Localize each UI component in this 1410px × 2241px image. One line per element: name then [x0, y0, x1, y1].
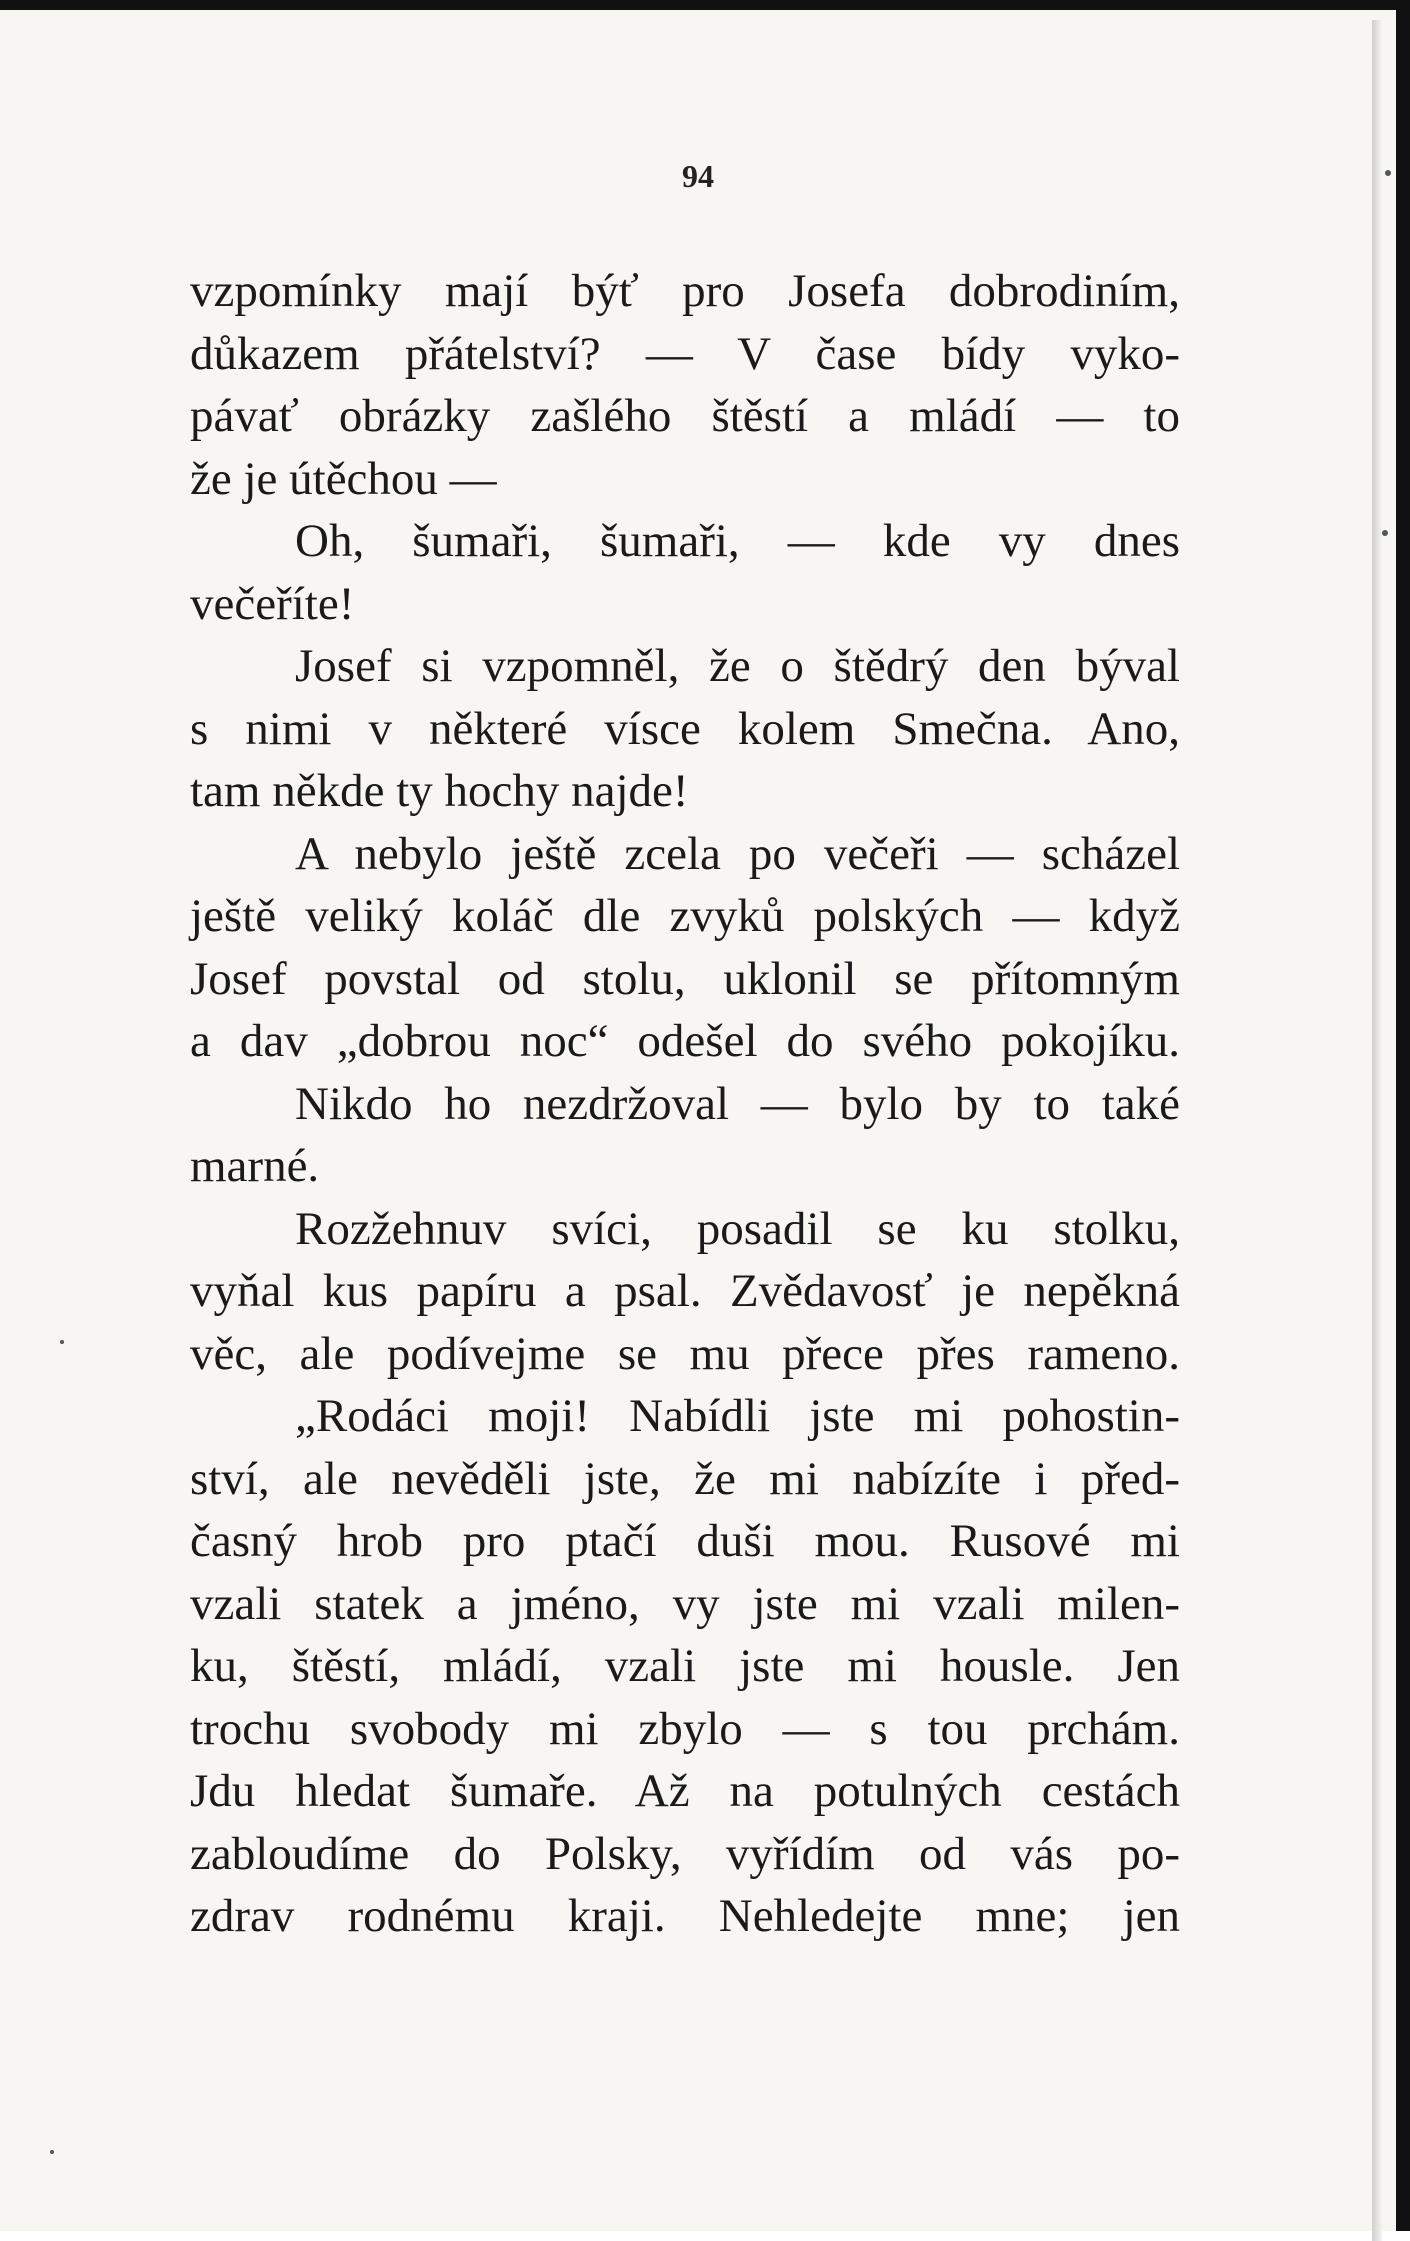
text-line: „Rodáci moji! Nabídli jste mi pohostin- [295, 1390, 1180, 1442]
text-line: vyňal kus papíru a psal. Zvědavosť je nepěkná [190, 1265, 1180, 1317]
text-line: pávať obrázky zašlého štěstí a mládí — to [190, 390, 1180, 442]
text-line: ku, štěstí, mládí, vzali jste mi housle. Jen [190, 1640, 1180, 1692]
text-line: zdrav rodnému kraji. Nehledejte mne; jen [190, 1890, 1180, 1942]
text-line: ještě veliký koláč dle zvyků polských — když [190, 890, 1180, 942]
text-line: důkazem přátelství? — V čase bídy vyko- [190, 327, 1180, 380]
text-line: s nimi v některé vísce kolem Smečna. Ano, [190, 702, 1180, 755]
text-line: Josef povstal od stolu, uklonil se přítomným [190, 952, 1180, 1005]
text-line: a dav „dobrou noc“ odešel do svého pokojíku. [190, 1015, 1180, 1067]
page-number: 94 [682, 158, 714, 194]
text-line: trochu svobody mi zbylo — s tou prchám. [190, 1702, 1180, 1755]
body-text [190, 260, 1180, 1948]
text-line: marné. [190, 1140, 320, 1192]
text-line: že je útěchou — [190, 452, 497, 505]
print-speck [1382, 530, 1388, 536]
text-line: tam někde ty hochy najde! [190, 765, 689, 817]
text-line: vzpomínky mají býť pro Josefa dobrodiním, [190, 265, 1180, 317]
text-line: časný hrob pro ptačí duši mou. Rusové mi [190, 1515, 1180, 1567]
text-line: Jdu hledat šumaře. Až na potulných cestách [190, 1765, 1180, 1817]
text-line: A nebylo ještě zcela po večeři — scházel [295, 827, 1180, 880]
text-line: Oh, šumaři, šumaři, — kde vy dnes [295, 515, 1180, 567]
page-binding-edge [1372, 20, 1382, 2241]
text-line: večeříte! [190, 577, 355, 630]
text-line: Nikdo ho nezdržoval — bylo by to také [295, 1077, 1180, 1130]
text-line: Rozžehnuv svíci, posadil se ku stolku, [295, 1202, 1180, 1255]
text-line: Josef si vzpomněl, že o štědrý den býval [295, 640, 1180, 692]
print-speck [60, 1340, 64, 1344]
print-speck [1385, 170, 1391, 176]
text-line: zabloudíme do Polsky, vyřídím od vás po- [190, 1827, 1180, 1880]
text-line: věc, ale podívejme se mu přece přes rameno. [190, 1327, 1180, 1380]
text-line: ství, ale nevěděli jste, že mi nabízíte i před- [190, 1452, 1180, 1505]
print-speck [50, 2150, 54, 2154]
text-line: vzali statek a jméno, vy jste mi vzali milen- [190, 1577, 1180, 1630]
